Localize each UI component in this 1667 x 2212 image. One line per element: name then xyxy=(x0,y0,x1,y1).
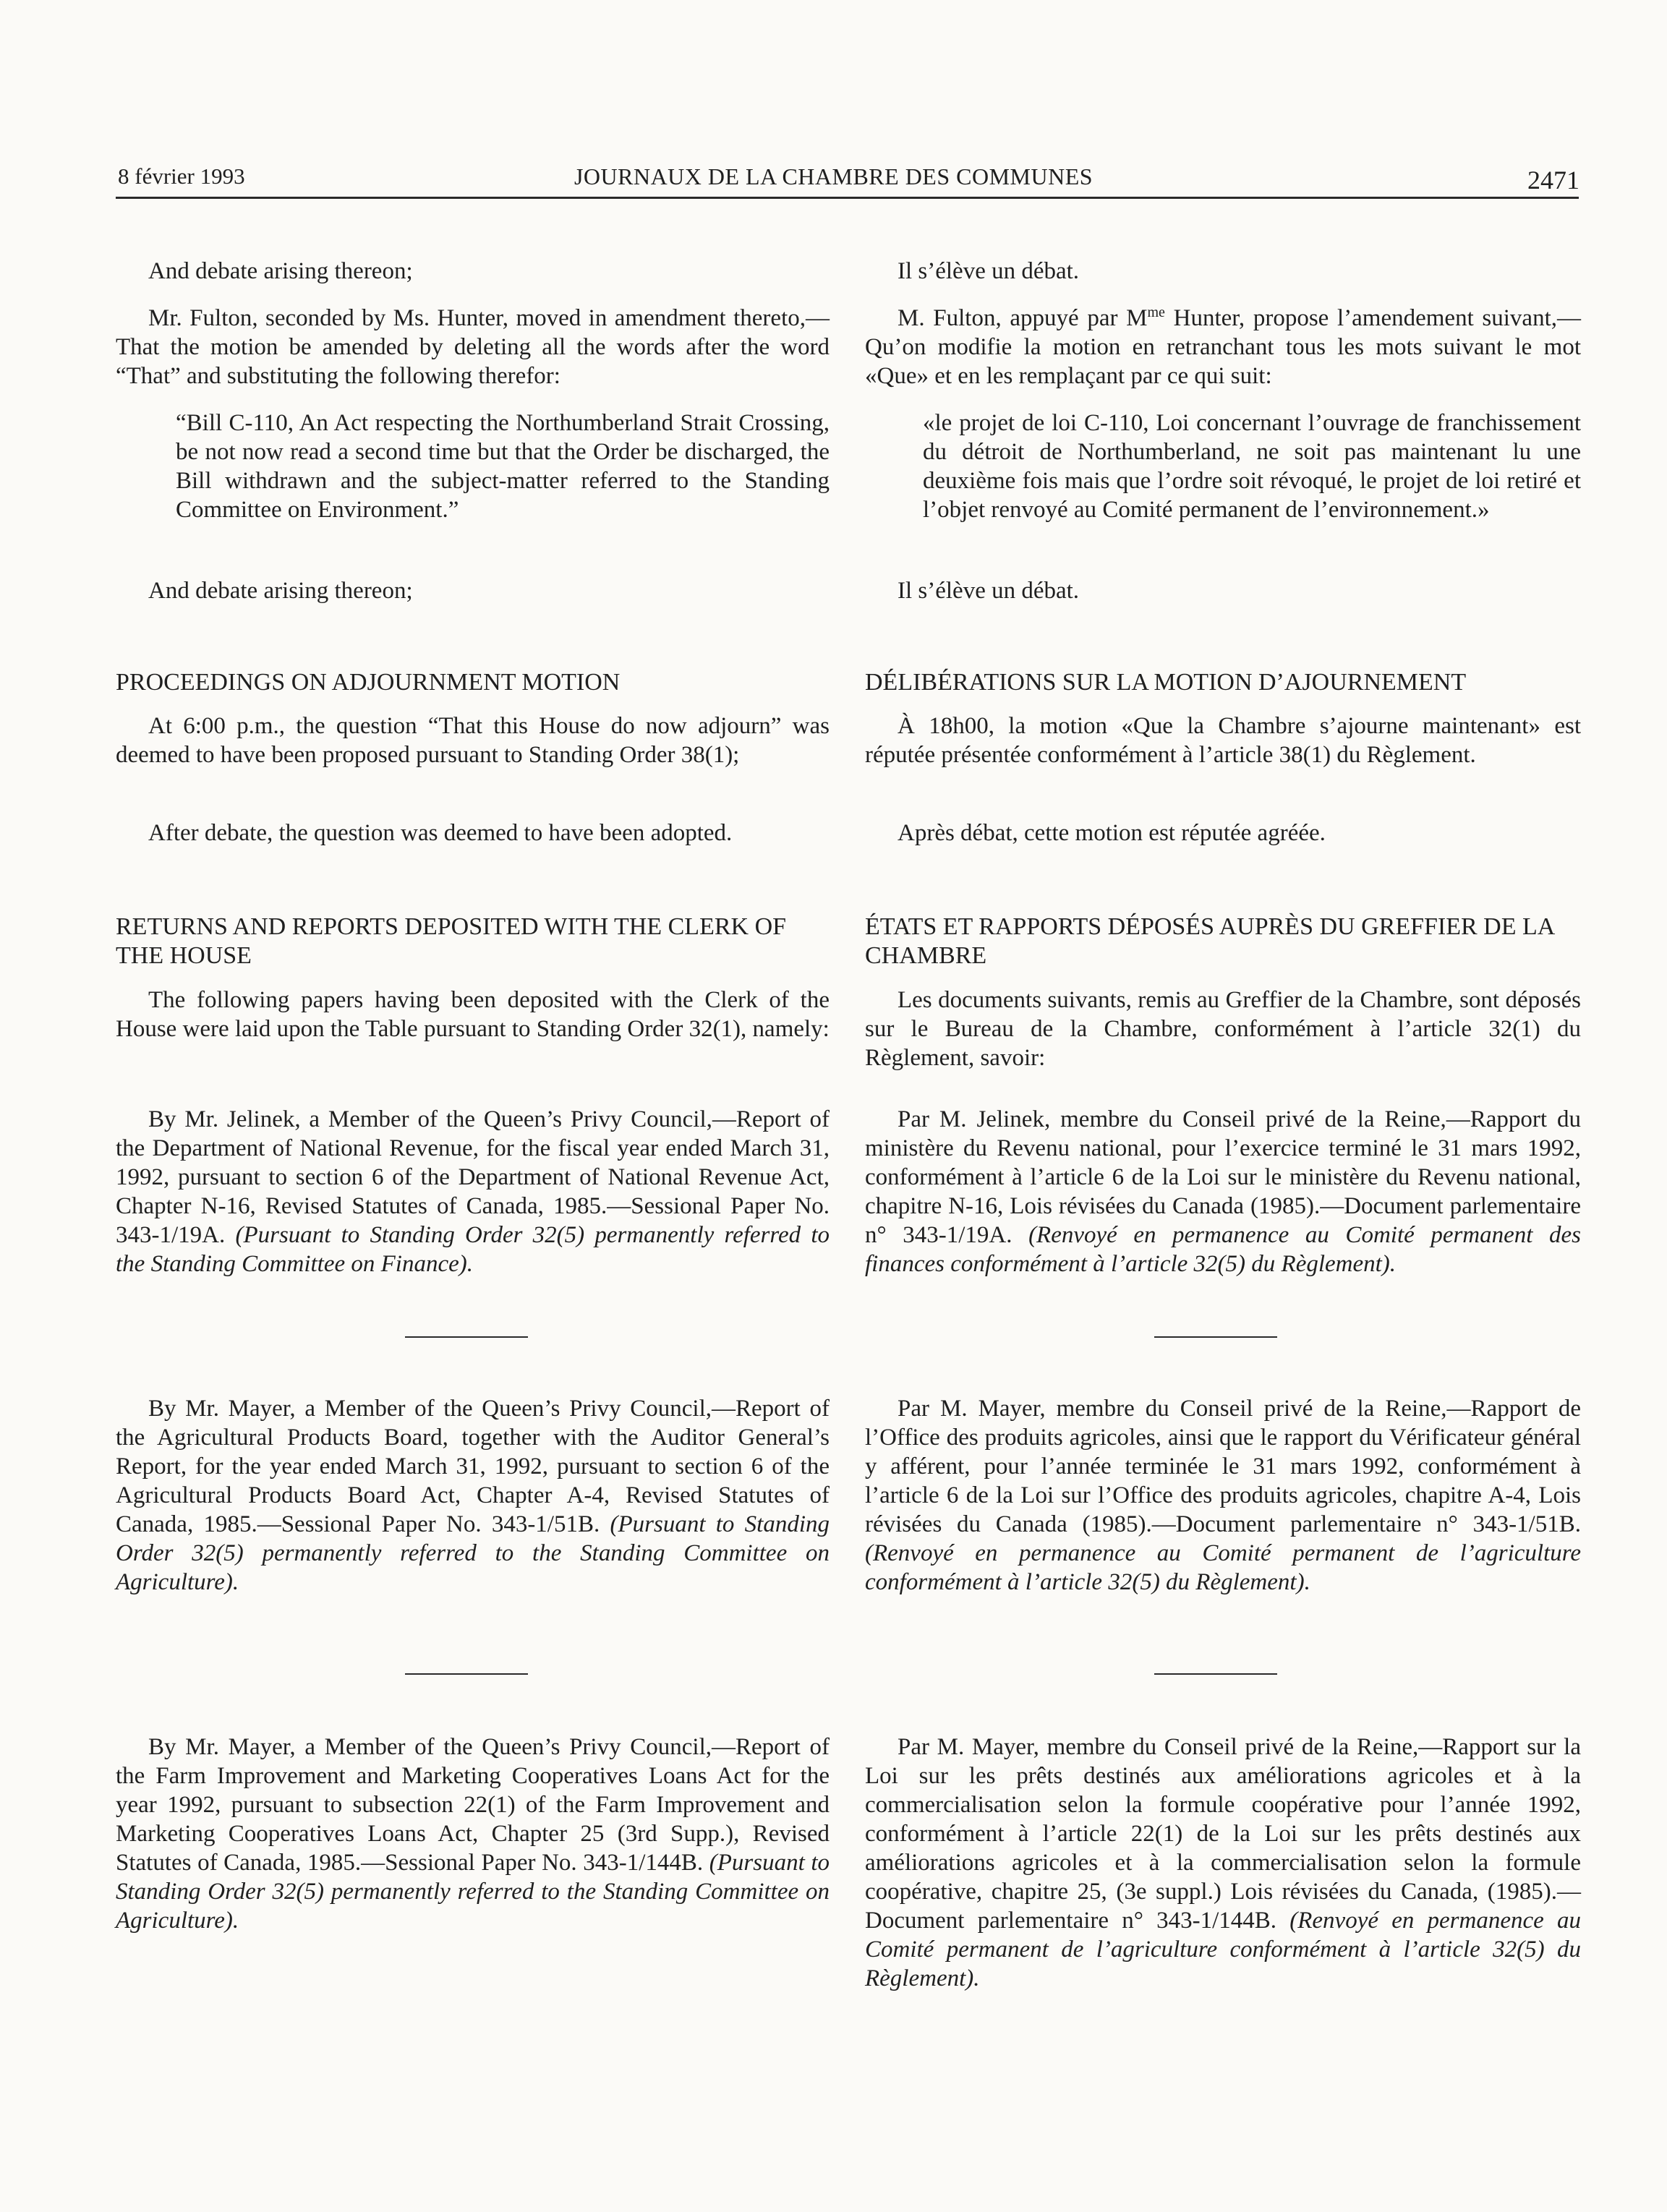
en-adjournment-2 xyxy=(116,819,830,847)
en-mayer-report-1 xyxy=(116,1394,830,1597)
en-separator-1 xyxy=(405,1336,528,1338)
en-jelinek-text: By Mr. Jelinek, a Member of the Queen’s Privy Council,—Report of the Department of National Revenue, for the fiscal year ended March 31, 1992, pursuant to section 6 of the Department of National Revenue Act, Chapter N-16, Revised Statutes of Canada, 1985.—Sessional Paper No. 343-1/19A. xyxy=(116,1106,830,1248)
fr-amendment-text-a: M. Fulton, appuyé par M xyxy=(898,305,1148,331)
en-heading-adjournment-text: PROCEEDINGS ON ADJOURNMENT MOTION xyxy=(116,669,621,696)
fr-debate-1-text: Il s’élève un débat. xyxy=(898,258,1080,284)
en-adjournment-1-text: At 6:00 p.m., the question “That this House do now adjourn” was deemed to have been proposed pursuant to Standing Order 38(1); xyxy=(116,713,830,768)
en-jelinek-report xyxy=(116,1105,830,1278)
en-debate-1-text: And debate arising thereon; xyxy=(148,258,413,284)
fr-separator-1 xyxy=(1154,1336,1277,1338)
fr-amendment-text-b: Hunter, propose l’amendement suivant,—Qu’on modifie la motion en retranchant tous les mots suivant le mot «Que» et en les remplaçant par ce qui suit: xyxy=(865,305,1581,389)
en-amendment-text: Mr. Fulton, seconded by Ms. Hunter, moved in amendment thereto,—That the motion be amended by deleting all the words after the word “That” and substituting the following therefor: xyxy=(116,305,830,389)
fr-debate-2 xyxy=(865,576,1581,605)
fr-amendment-superscript: me xyxy=(1147,304,1165,320)
en-mayer-1-text: By Mr. Mayer, a Member of the Queen’s Privy Council,—Report of the Agricultural Products Board, together with the Auditor General’s Report, for the year ended March 31, 1992, pursuant to section 6 of the Agricultural Products Board Act, Chapter A-4, Revised Statutes of Canada, 1985.—Sessional Paper No. 343-1/51B. xyxy=(116,1396,830,1537)
en-mayer-report-2 xyxy=(116,1733,830,1935)
en-adjournment-1 xyxy=(116,712,830,769)
en-bill-quote xyxy=(116,409,830,524)
fr-separator-2 xyxy=(1154,1673,1277,1675)
header-title: JOURNAUX DE LA CHAMBRE DES COMMUNES xyxy=(574,163,1093,189)
en-bill-quote-text: “Bill C-110, An Act respecting the Northumberland Strait Crossing, be not now read a second time but that the Order be discharged, the Bill withdrawn and the subject-matter referred to the Standing Committee on Environment.” xyxy=(176,410,830,523)
fr-adjournment-2-text: Après débat, cette motion est réputée agréée. xyxy=(898,820,1326,846)
fr-bill-quote xyxy=(865,409,1581,524)
fr-mayer-1-text: Par M. Mayer, membre du Conseil privé de la Reine,—Rapport de l’Office des produits agricoles, ainsi que le rapport du Vérificateur général y afférent, pour l’année terminée le 31 mars 1992, conformément à l’article 6 de la Loi sur l’Office des produits agricoles, chapitre A-4, Lois révisées du Canada (1985).—Document parlementaire n° 343-1/51B. xyxy=(865,1396,1581,1537)
en-adjournment-2-text: After debate, the question was deemed to have been adopted. xyxy=(148,820,733,846)
fr-returns-intro xyxy=(865,986,1581,1072)
fr-debate-2-text: Il s’élève un débat. xyxy=(898,578,1080,604)
fr-debate-1 xyxy=(865,257,1581,286)
header-date: 8 février 1993 xyxy=(118,163,245,189)
fr-mayer-2-text: Par M. Mayer, membre du Conseil privé de la Reine,—Rapport sur la Loi sur les prêts destinés aux améliorations agricoles et à la commercialisation selon la formule coopérative pour l’année 1992, conformément à l’article 22(1) de la Loi sur les prêts destinés aux améliorations agricoles et à la commercialisation selon la formule coopérative, chapitre 25, (3e suppl.) Lois révisées du Canada, (1985).—Document parlementaire n° 343-1/144B. xyxy=(865,1734,1581,1934)
fr-adjournment-1 xyxy=(865,712,1581,769)
fr-amendment xyxy=(865,304,1581,390)
en-mayer-1-referral: (Pursuant to Standing Order 32(5) permanently referred to the Standing Committee on Agriculture). xyxy=(116,1511,830,1595)
en-returns-intro-text: The following papers having been deposited with the Clerk of the House were laid upon the Table pursuant to Standing Order 32(1), namely: xyxy=(116,987,830,1042)
en-returns-intro xyxy=(116,986,830,1043)
en-jelinek-referral: (Pursuant to Standing Order 32(5) permanently referred to the Standing Committee on Finance). xyxy=(116,1222,830,1277)
en-mayer-2-referral: (Pursuant to Standing Order 32(5) permanently referred to the Standing Committee on Agriculture). xyxy=(116,1850,830,1934)
fr-mayer-2-referral: (Renvoyé en permanence au Comité permanent de l’agriculture conformément à l’article 32(5) du Règlement). xyxy=(865,1908,1581,1991)
fr-mayer-1-referral: (Renvoyé en permanence au Comité permanent de l’agriculture conformément à l’article 32(5) du Règlement). xyxy=(865,1540,1581,1595)
fr-heading-returns xyxy=(865,913,1581,970)
fr-jelinek-referral: (Renvoyé en permanence au Comité permanent des finances conformément à l’article 32(5) du Règlement). xyxy=(865,1222,1581,1277)
page-number: 2471 xyxy=(1527,166,1579,195)
en-separator-2 xyxy=(405,1673,528,1675)
en-heading-returns-text: RETURNS AND REPORTS DEPOSITED WITH THE CLERK OF THE HOUSE xyxy=(116,913,787,969)
fr-adjournment-2 xyxy=(865,819,1581,847)
fr-jelinek-report xyxy=(865,1105,1581,1278)
en-amendment xyxy=(116,304,830,390)
header-rule xyxy=(116,197,1579,199)
en-heading-adjournment xyxy=(116,668,830,697)
fr-adjournment-1-text: À 18h00, la motion «Que la Chambre s’ajourne maintenant» est réputée présentée conformément à l’article 38(1) du Règlement. xyxy=(865,713,1581,768)
en-debate-2 xyxy=(116,576,830,605)
en-mayer-2-text: By Mr. Mayer, a Member of the Queen’s Privy Council,—Report of the Farm Improvement and Marketing Cooperatives Loans Act for the year 1992, pursuant to subsection 22(1) of the Farm Improvement and Marketing Cooperatives Loans Act, Chapter 25 (3rd Supp.), Revised Statutes of Canada, 1985.—Sessional Paper No. 343-1/144B. xyxy=(116,1734,830,1876)
fr-jelinek-text: Par M. Jelinek, membre du Conseil privé de la Reine,—Rapport du ministère du Revenu national, pour l’exercice terminé le 31 mars 1992, conformément à l’article 6 de la Loi sur le ministère du Revenu national, chapitre N-16, Lois révisées du Canada (1985).—Document parlementaire n° 343-1/19A. xyxy=(865,1106,1581,1248)
fr-heading-returns-text: ÉTATS ET RAPPORTS DÉPOSÉS AUPRÈS DU GREFFIER DE LA CHAMBRE xyxy=(865,913,1554,969)
fr-heading-adjournment xyxy=(865,668,1581,697)
fr-heading-adjournment-text: DÉLIBÉRATIONS SUR LA MOTION D’AJOURNEMENT xyxy=(865,669,1467,696)
fr-bill-quote-text: «le projet de loi C-110, Loi concernant l’ouvrage de franchissement du détroit de Northumberland, ne soit pas maintenant lu une deuxième fois mais que l’ordre soit révoqué, le projet de loi retiré et l’objet renvoyé au Comité permanent de l’environnement.» xyxy=(923,410,1581,523)
fr-mayer-report-1 xyxy=(865,1394,1581,1597)
en-debate-2-text: And debate arising thereon; xyxy=(148,578,413,604)
fr-returns-intro-text: Les documents suivants, remis au Greffier de la Chambre, sont déposés sur le Bureau de la Chambre, conformément à l’article 32(1) du Règlement, savoir: xyxy=(865,987,1581,1071)
en-debate-1 xyxy=(116,257,830,286)
fr-mayer-report-2 xyxy=(865,1733,1581,1993)
en-heading-returns xyxy=(116,913,830,970)
